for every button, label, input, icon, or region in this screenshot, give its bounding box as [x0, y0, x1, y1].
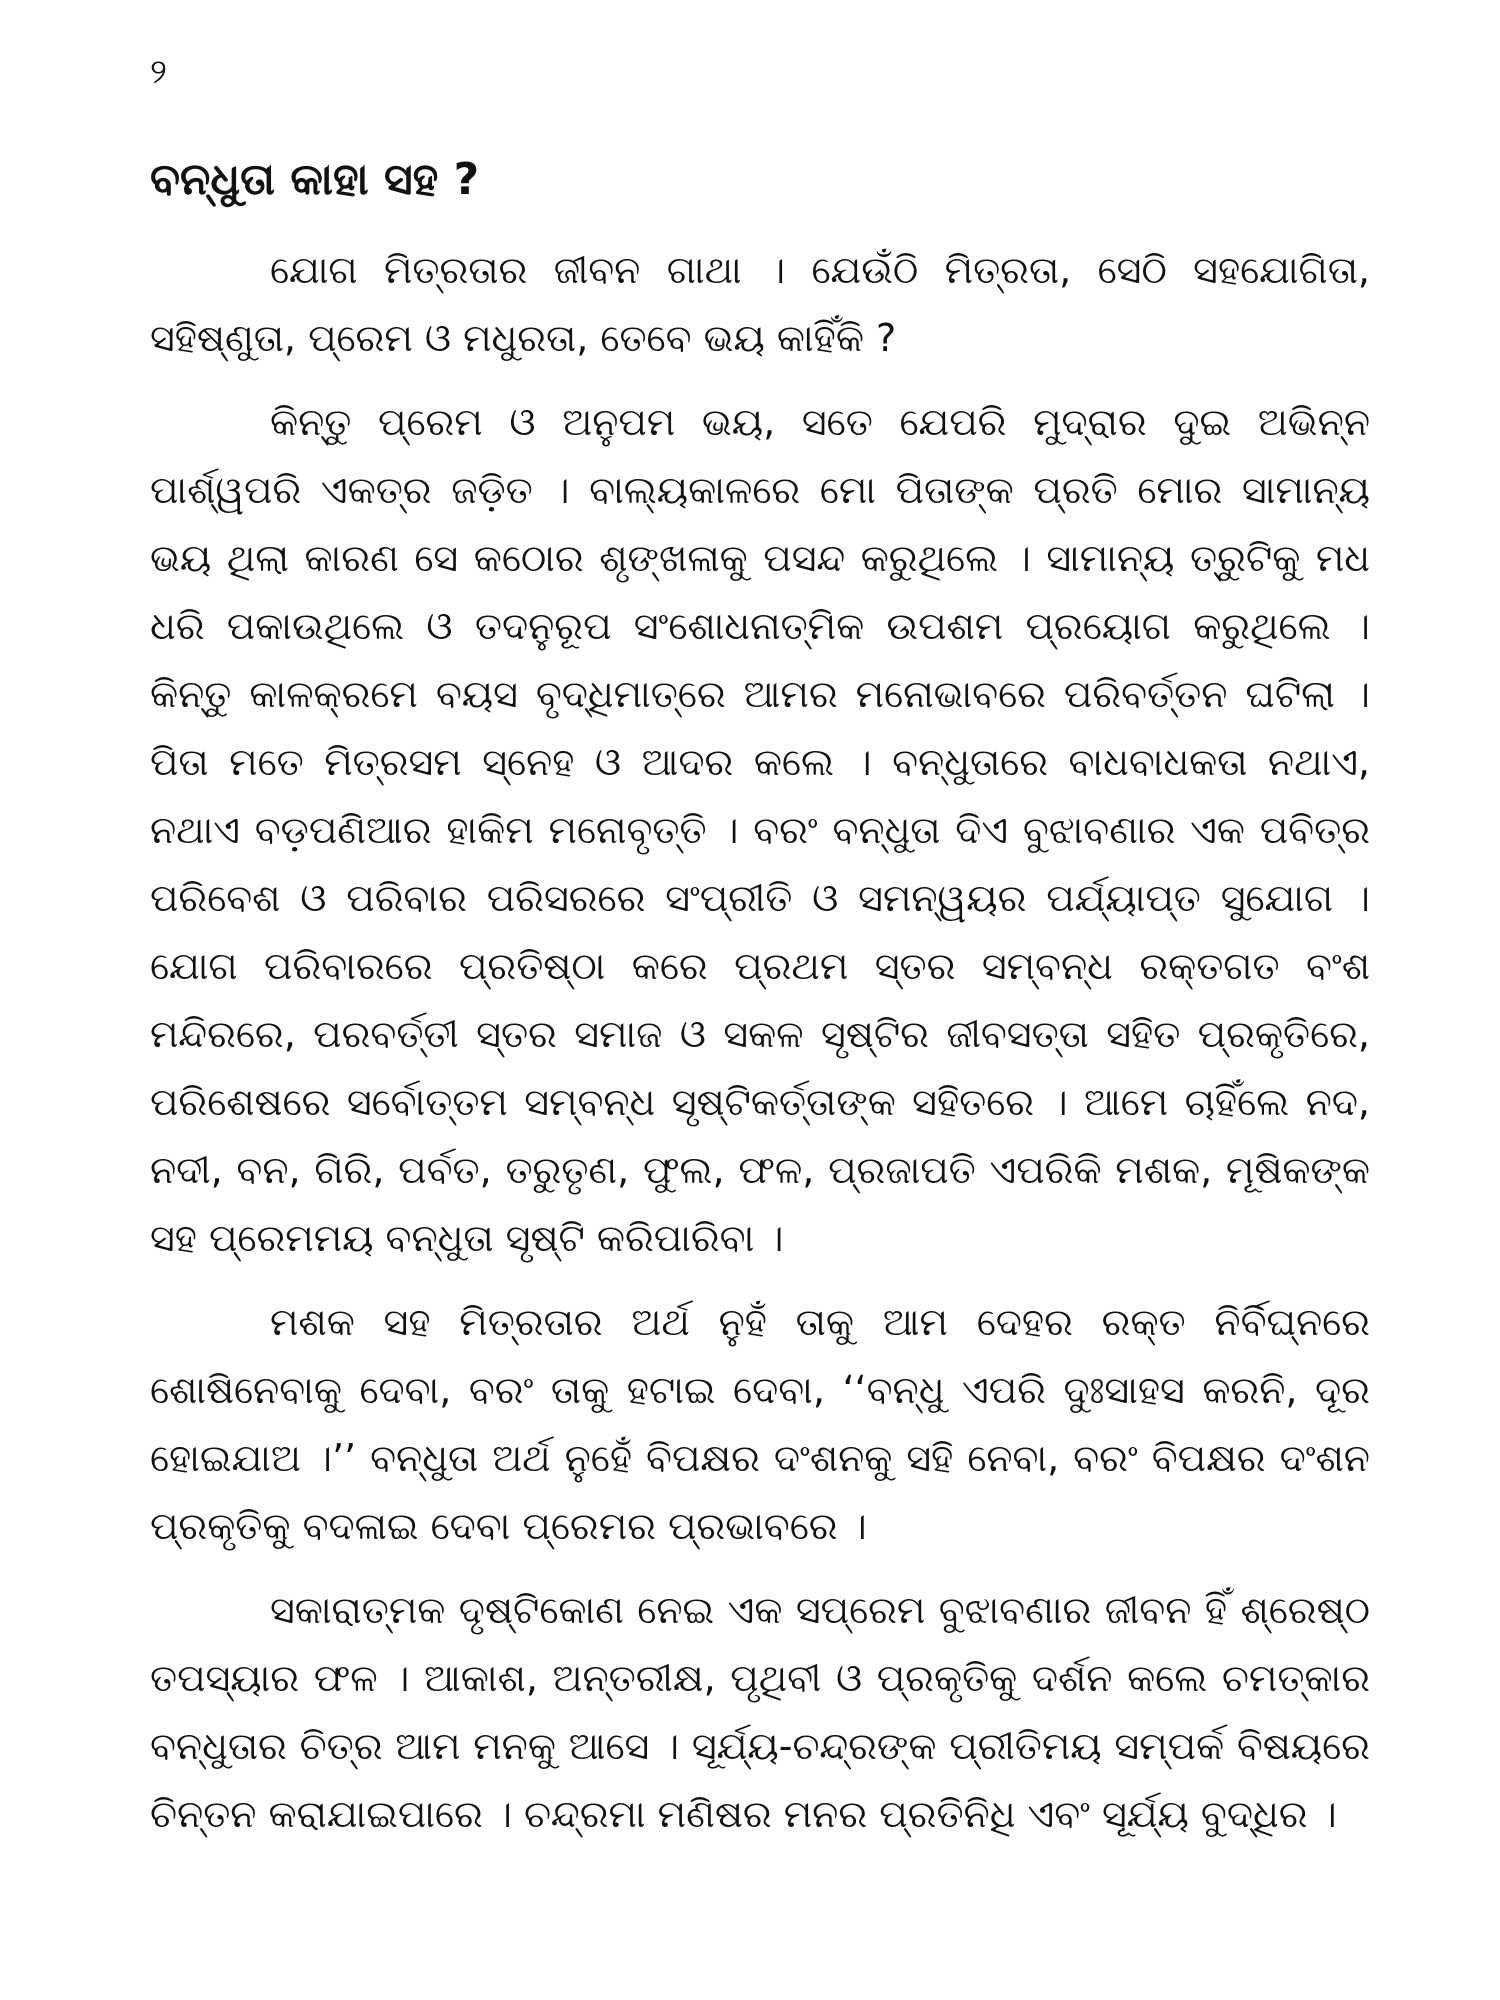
page-number: ୨ — [150, 52, 167, 92]
page-content — [150, 150, 1370, 1864]
paragraph-4: ସକାରାତ୍ମକ ଦୃଷ୍ଟିକୋଣ ନେଇ ଏକ ସପ୍ରେମ ବୁଝାବଣାର ଜୀବନ ହିଁ ଶ୍ରେଷ୍ଠ ତପସ୍ୟାର ଫଳ । ଆକାଶ, ଅନ୍ତରୀକ୍ଷ, ପୃଥିବୀ ଓ ପ୍ରକୃତିକୁ ଦର୍ଶନ କଲେ ଚମତ୍କାର ବନ୍ଧୁତାର ଚିତ୍ର ଆମ ମନକୁ ଆସେ । ସୂର୍ଯ୍ୟ-ଚନ୍ଦ୍ରଙ୍କ ପ୍ରୀତିମୟ ସମ୍ପର୍କ ବିଷୟରେ ଚିନ୍ତନ କରାଯାଇପାରେ । ଚନ୍ଦ୍ରମା ମଣିଷର ମନର ପ୍ରତିନିଧି ଏବଂ ସୂର୍ଯ୍ୟ ବୁଦ୍ଧିର । — [150, 1588, 1370, 1836]
paragraph-1: ଯୋଗ ମିତ୍ରତାର ଜୀବନ ଗାଥା । ଯେଉଁଠି ମିତ୍ରତା, ସେଠି ସହଯୋଗିତା, ସହିଷ୍ଣୁତା, ପ୍ରେମ ଓ ମଧୁରତା, ତେବେ ଭୟ କାହିଁକି ? — [150, 248, 1370, 360]
paragraph-3: ମଶକ ସହ ମିତ୍ରତାର ଅର୍ଥ ନୁହଁ ତାକୁ ଆମ ଦେହର ରକ୍ତ ନିର୍ବିଘ୍ନରେ ଶୋଷିନେବାକୁ ଦେବା, ବରଂ ତାକୁ ହଟାଇ ଦେବା, ‘‘ବନ୍ଧୁ ଏପରି ଦୁଃସାହସ କରନି, ଦୂର ହୋଇଯାଅ ।’’ ବନ୍ଧୁତା ଅର୍ଥ ନୁହେଁ ବିପକ୍ଷର ଦଂଶନକୁ ସହି ନେବା, ବରଂ ବିପକ୍ଷର ଦଂଶନ ପ୍ରକୃତିକୁ ବଦଳାଇ ଦେବା ପ୍ରେମର ପ୍ରଭାବରେ । — [150, 1300, 1370, 1548]
section-title: ବନ୍ଧୁତା କାହା ସହ ? — [150, 154, 480, 205]
paragraph-2: କିନ୍ତୁ ପ୍ରେମ ଓ ଅନୁପମ ଭୟ, ସତେ ଯେପରି ମୁଦ୍ରାର ଦୁଇ ଅଭିନ୍ନ ପାର୍ଶ୍ୱପରି ଏକତ୍ର ଜଡ଼ିତ । ବାଲ୍ୟକାଳରେ ମୋ ପିତାଙ୍କ ପ୍ରତି ମୋର ସାମାନ୍ୟ ଭୟ ଥିଲା କାରଣ ସେ କଠୋର ଶୃଙ୍ଖଳାକୁ ପସନ୍ଦ କରୁଥିଲେ । ସାମାନ୍ୟ ତ୍ରୁଟିକୁ ମଧ ଧରି ପକାଉଥିଲେ ଓ ତଦନୁରୂପ ସଂଶୋଧନାତ୍ମିକ ଉପଶମ ପ୍ରୟୋଗ କରୁଥିଲେ । କିନ୍ତୁ କାଳକ୍ରମେ ବୟସ ବୃଦ୍ଧିମାତ୍ରେ ଆମର ମନୋଭାବରେ ପରିବର୍ତ୍ତନ ଘଟିଲା । ପିତା ମତେ ମିତ୍ରସମ ସ୍ନେହ ଓ ଆଦର କଲେ । ବନ୍ଧୁତାରେ ବାଧବାଧକତା ନଥାଏ, ନଥାଏ ବଡ଼ପଣିଆର ହାକିମ ମନୋବୃତ୍ତି । ବରଂ ବନ୍ଧୁତା ଦିଏ ବୁଝାବଣାର ଏକ ପବିତ୍ର ପରିବେଶ ଓ ପରିବାର ପରିସରରେ ସଂପ୍ରୀତି ଓ ସମନ୍ୱୟର ପର୍ଯ୍ୟାପ୍ତ ସୁଯୋଗ । ଯୋଗ ପରିବାରରେ ପ୍ରତିଷ୍ଠା କରେ ପ୍ରଥମ ସ୍ତର ସମ୍ବନ୍ଧ ରକ୍ତଗତ ବଂଶ ମନ୍ଦିରରେ, ପରବର୍ତ୍ତୀ ସ୍ତର ସମାଜ ଓ ସକଳ ସୃଷ୍ଟିର ଜୀବସତ୍ତା ସହିତ ପ୍ରକୃତିରେ, ପରିଶେଷରେ ସର୍ବୋତ୍ତମ ସମ୍ବନ୍ଧ ସୃଷ୍ଟିକର୍ତ୍ତାଙ୍କ ସହିତରେ । ଆମେ ଚାହିଁଲେ ନଦ, ନଦୀ, ବନ, ଗିରି, ପର୍ବତ, ତରୁତୃଣ, ଫୁଲ, ଫଳ, ପ୍ରଜାପତି ଏପରିକି ମଶକ, ମୂଷିକଙ୍କ ସହ ପ୍ରେମମୟ ବନ୍ଧୁତା ସୃଷ୍ଟି କରିପାରିବା । — [150, 400, 1370, 1260]
